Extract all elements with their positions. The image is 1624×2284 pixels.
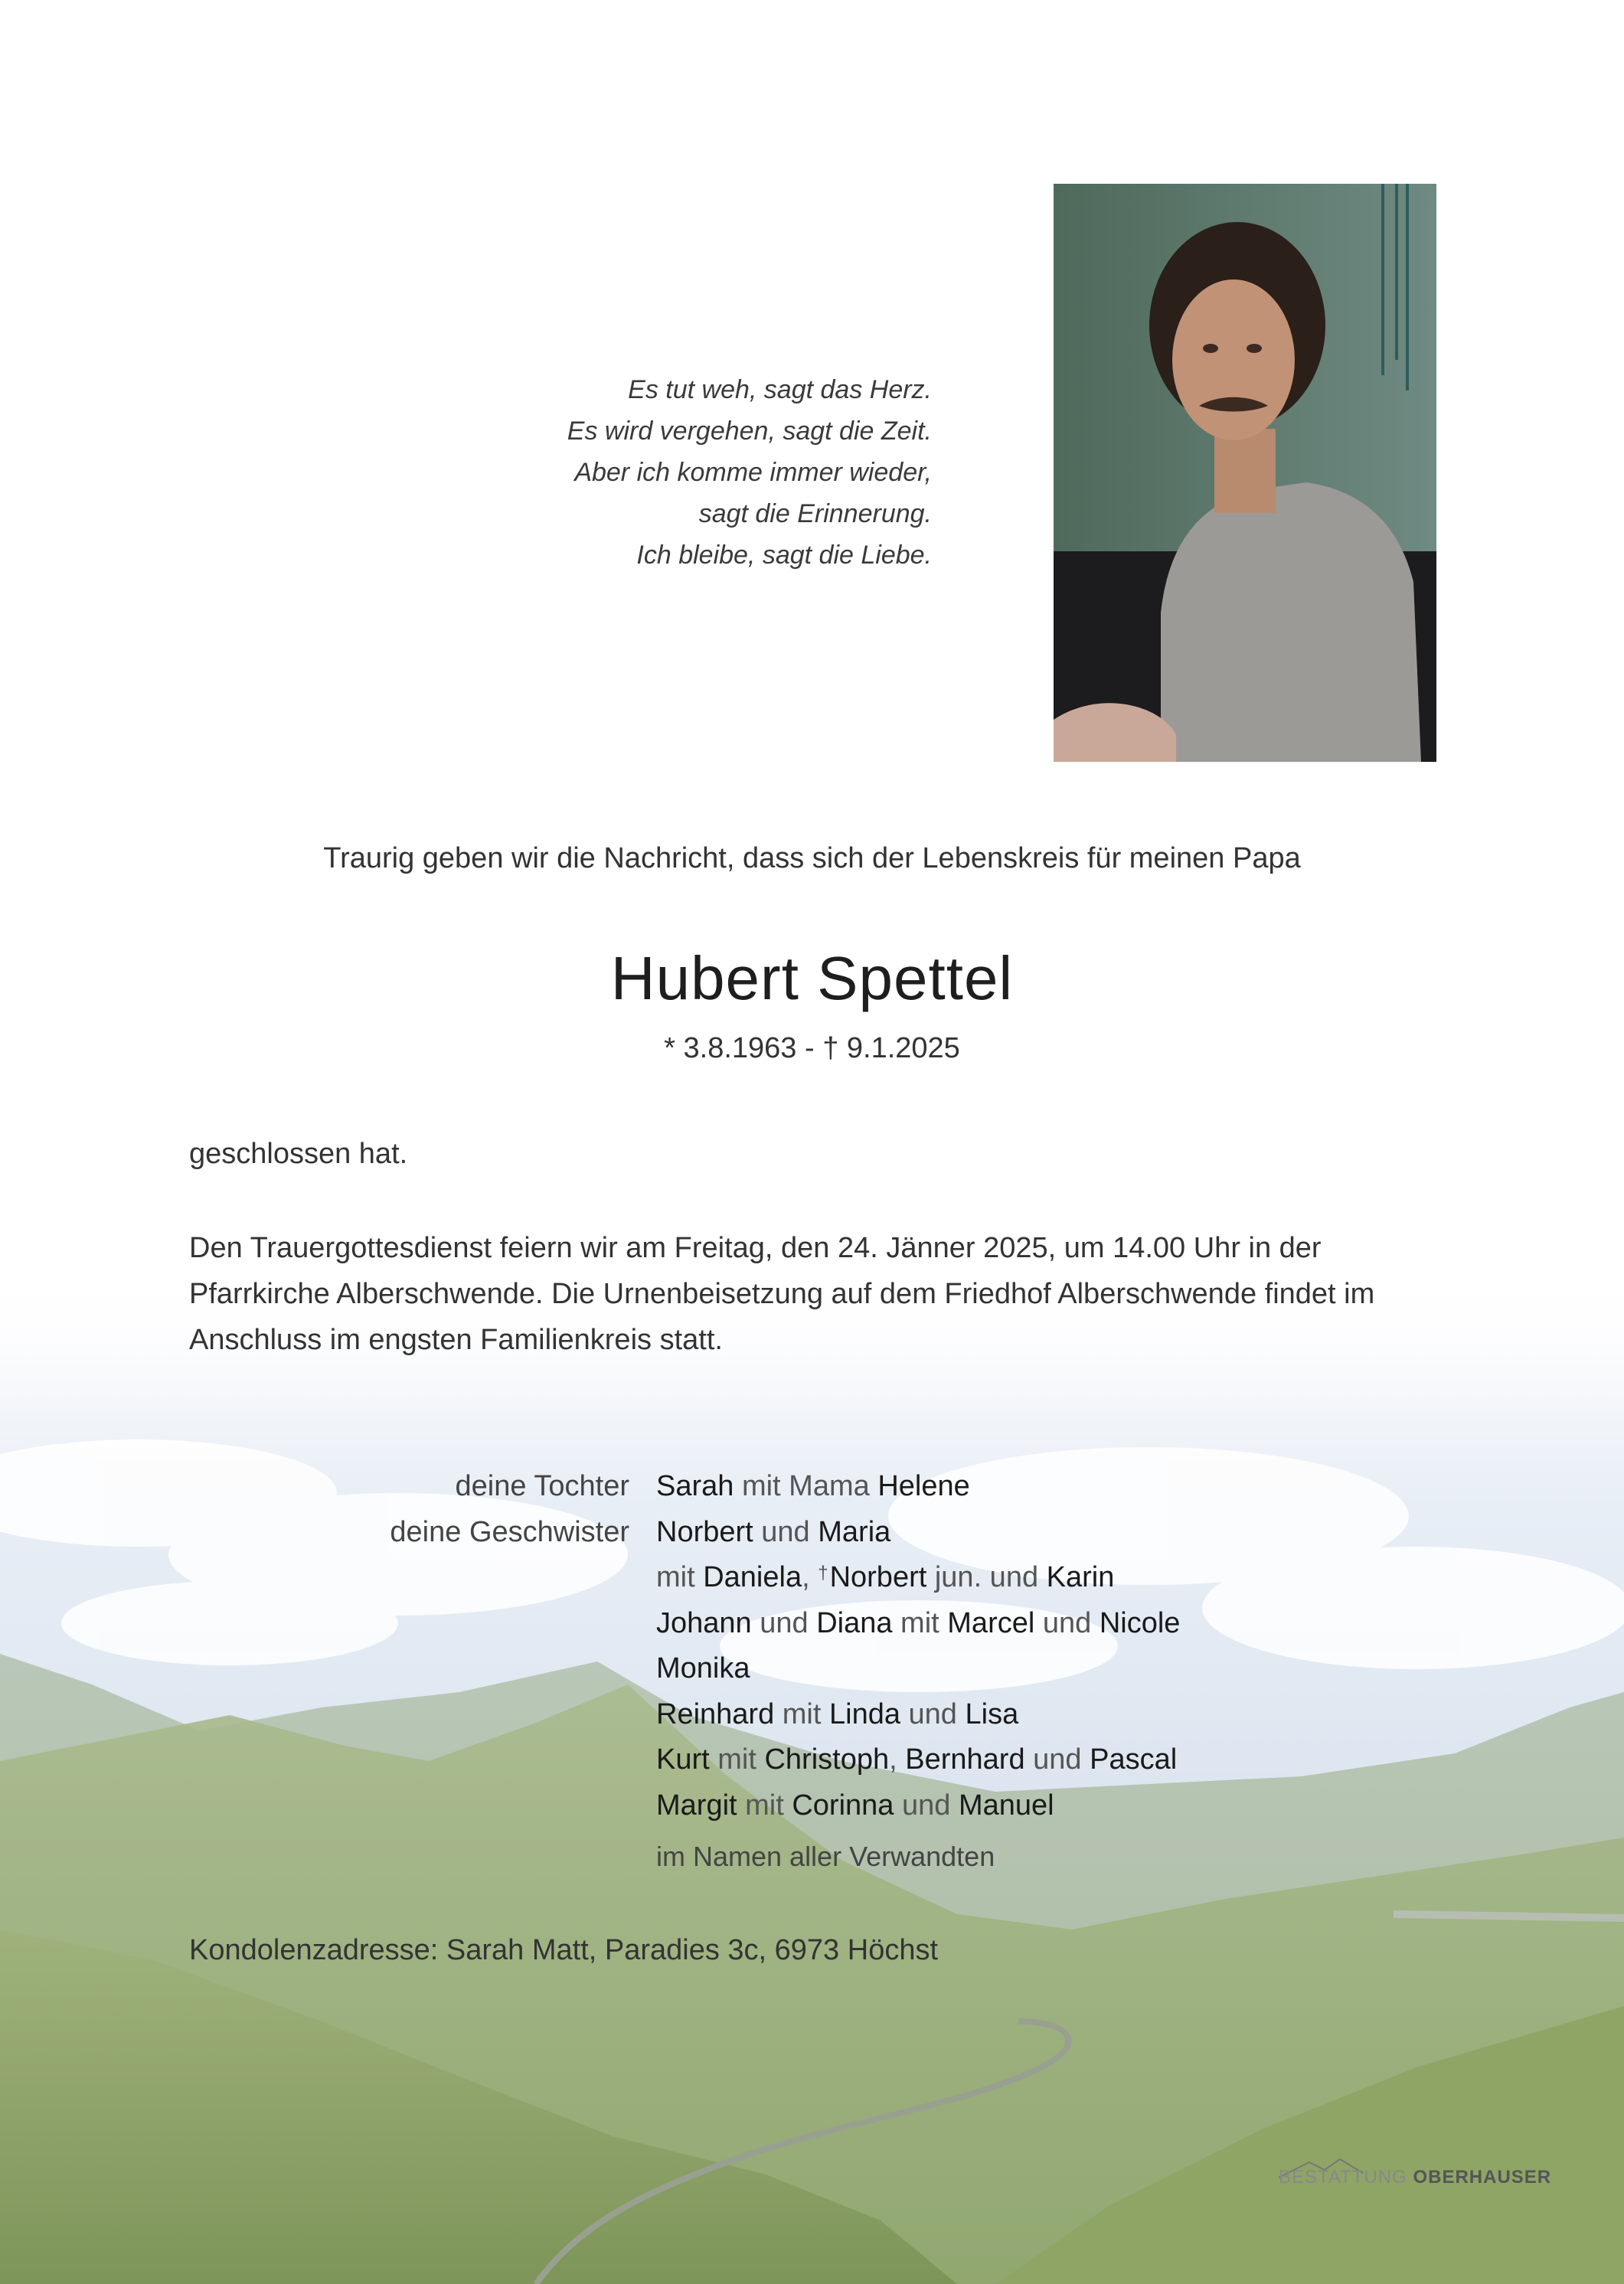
relation-label: deine Geschwister xyxy=(390,1515,629,1548)
mourners-row xyxy=(0,1783,1624,1829)
announcement-closing: geschlossen hat. xyxy=(189,1138,408,1170)
mourners-row xyxy=(0,1692,1624,1738)
mourners-row xyxy=(0,1464,1624,1510)
portrait-photo xyxy=(1054,184,1436,762)
mourners-row xyxy=(0,1646,1624,1692)
mourner-names: Johann und Diana mit Marcel und Nicole xyxy=(656,1606,1181,1639)
mourner-names: Sarah mit Mama Helene xyxy=(656,1470,970,1502)
poem-line: Es tut weh, sagt das Herz. xyxy=(628,375,932,404)
mourners-row xyxy=(0,1601,1624,1647)
poem-line: sagt die Erinnerung. xyxy=(698,499,932,528)
mourner-names: Kurt mit Christoph, Bernhard und Pascal xyxy=(656,1743,1178,1776)
mourner-names: Norbert und Maria xyxy=(656,1515,891,1548)
mourners-row xyxy=(0,1737,1624,1783)
mourners-row xyxy=(0,1510,1624,1556)
announcement-intro: Traurig geben wir die Nachricht, dass sich der Lebenskreis für meinen Papa xyxy=(323,842,1301,874)
deceased-name: Hubert Spettel xyxy=(610,944,1014,1012)
poem-line: Aber ich komme immer wieder, xyxy=(574,458,932,487)
mourner-names: Monika xyxy=(656,1652,750,1684)
cross-icon: † xyxy=(818,1563,828,1583)
mourners-list xyxy=(0,1464,1624,1828)
funeral-home-logo: BESTATTUNG OBERHAUSER xyxy=(1279,2159,1539,2197)
mourner-names: Reinhard mit Linda und Lisa xyxy=(656,1697,1019,1730)
poem-line: Es wird vergehen, sagt die Zeit. xyxy=(567,417,932,446)
poem xyxy=(429,369,932,576)
poem-line: Ich bleibe, sagt die Liebe. xyxy=(636,541,932,570)
relation-label: deine Tochter xyxy=(455,1470,629,1502)
mourners-row xyxy=(0,1555,1624,1601)
mourners-closing: im Namen aller Verwandten xyxy=(656,1841,995,1872)
mourner-names: mit Daniela, †Norbert jun. und Karin xyxy=(656,1561,1115,1593)
portrait-photo-illustration xyxy=(1054,184,1436,762)
condolence-address: Kondolenzadresse: Sarah Matt, Paradies 3c, 6973 Höchst xyxy=(189,1934,939,1966)
life-dates: * 3.8.1963 - † 9.1.2025 xyxy=(664,1032,960,1064)
funeral-service-info: Den Trauergottesdienst feiern wir am Freitag, den 24. Jänner 2025, um 14.00 Uhr in der Pfarrkirche Alberschwende. Die Urnenbeisetzung auf dem Friedhof Alberschwende findet im Anschluss im engsten Familienkreis statt. xyxy=(189,1232,1375,1356)
mourner-names: Margit mit Corinna und Manuel xyxy=(656,1789,1054,1822)
